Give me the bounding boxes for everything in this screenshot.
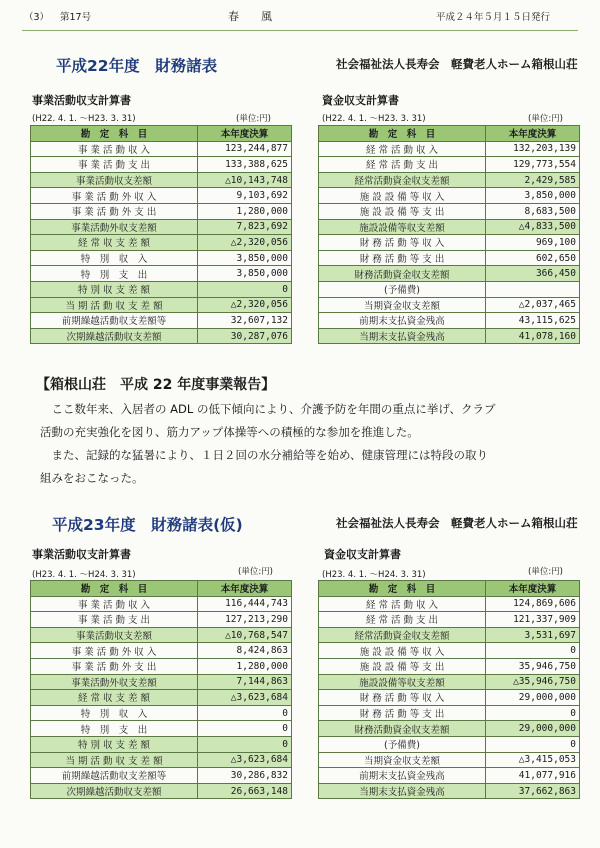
row-value: 43,115,625	[486, 313, 580, 329]
row-label: 前期繰越活動収支差額等	[31, 313, 198, 329]
table-row	[319, 250, 580, 266]
newsletter-title: 春 風	[228, 10, 272, 23]
table-row	[31, 596, 292, 612]
row-value: 37,662,863	[486, 783, 580, 799]
row-label: 事業活動外収支差額	[31, 219, 198, 235]
column-header-item: 勘 定 科 目	[319, 581, 486, 597]
fy23-cash-table	[318, 580, 580, 799]
row-value: 7,823,692	[198, 219, 292, 235]
row-label: 施設設備等収支差額	[319, 219, 486, 235]
table-header-row	[31, 126, 292, 142]
table-row	[319, 612, 580, 628]
fy23-cash-period: (H23. 4. 1. ～H24. 3. 31)	[322, 570, 426, 580]
fy22-cash-period: (H22. 4. 1. ～H23. 3. 31)	[322, 114, 426, 124]
row-label: 事業活動収支差額	[31, 627, 198, 643]
report-line: ここ数年来、入居者の ADL の低下傾向により、介護予防を年間の重点に挙げ、クラブ	[40, 402, 496, 416]
row-label: 事 業 活 動 外 収 入	[31, 643, 198, 659]
row-value: 0	[486, 643, 580, 659]
row-value: △10,143,748	[198, 172, 292, 188]
table-row	[319, 690, 580, 706]
row-value: 132,203,139	[486, 141, 580, 157]
table-row	[319, 297, 580, 313]
row-label: 施 設 設 備 等 収 入	[319, 643, 486, 659]
row-label: (予備費)	[319, 736, 486, 752]
fy23-income-unit: (単位:円)	[238, 567, 273, 577]
issue-number: 第17号	[60, 12, 92, 23]
table-row	[31, 172, 292, 188]
row-value: 127,213,290	[198, 612, 292, 628]
row-label: 特 別 収 支 差 額	[31, 281, 198, 297]
row-value: 0	[198, 281, 292, 297]
row-label: 事 業 活 動 支 出	[31, 612, 198, 628]
report-body	[40, 398, 495, 490]
row-value: 133,388,625	[198, 157, 292, 173]
table-row	[319, 705, 580, 721]
row-label: 財 務 活 動 等 収 入	[319, 690, 486, 706]
fy22-income-period: (H22. 4. 1. ～H23. 3. 31)	[32, 114, 136, 124]
row-value: 3,850,000	[486, 188, 580, 204]
table-row	[31, 705, 292, 721]
row-label: 当 期 活 動 収 支 差 額	[31, 297, 198, 313]
row-value: 2,429,585	[486, 172, 580, 188]
table-row	[31, 736, 292, 752]
fy22-income-title: 事業活動収支計算書	[32, 94, 131, 107]
fy23-org: 社会福祉法人長寿会 軽費老人ホーム箱根山荘	[336, 516, 578, 530]
table-row	[319, 752, 580, 768]
table-header-row	[319, 581, 580, 597]
row-label: 施設設備等収支差額	[319, 674, 486, 690]
table-header-row	[319, 126, 580, 142]
table-row	[31, 328, 292, 344]
row-label: 事 業 活 動 外 収 入	[31, 188, 198, 204]
report-line: 活動の充実強化を図り、筋力アップ体操等への積極的な参加を推進した。	[40, 425, 419, 439]
table-row	[31, 674, 292, 690]
row-value	[486, 281, 580, 297]
row-value: 35,946,750	[486, 658, 580, 674]
table-row	[319, 141, 580, 157]
row-label: 前期末支払資金残高	[319, 768, 486, 784]
header-divider	[22, 30, 578, 31]
fy22-org: 社会福祉法人長寿会 軽費老人ホーム箱根山荘	[336, 57, 578, 71]
row-label: 当期資金収支差額	[319, 752, 486, 768]
row-label: 当期資金収支差額	[319, 297, 486, 313]
table-row	[319, 328, 580, 344]
table-row	[319, 658, 580, 674]
row-value: 3,850,000	[198, 250, 292, 266]
column-header-item: 勘 定 科 目	[319, 126, 486, 142]
table-row	[31, 768, 292, 784]
table-row	[31, 266, 292, 282]
table-row	[319, 281, 580, 297]
fy22-income-unit: (単位:円)	[236, 114, 271, 124]
table-row	[31, 752, 292, 768]
report-line: 組みをおこなった。	[40, 471, 144, 485]
row-label: 経 常 活 動 支 出	[319, 157, 486, 173]
fy23-income-title: 事業活動収支計算書	[32, 548, 131, 561]
row-value: 0	[198, 736, 292, 752]
row-value: 7,144,863	[198, 674, 292, 690]
fy23-title: 平成23年度 財務諸表(仮)	[52, 516, 243, 534]
table-row	[319, 219, 580, 235]
table-row	[31, 658, 292, 674]
row-label: 特 別 収 入	[31, 705, 198, 721]
row-label: 事 業 活 動 外 支 出	[31, 203, 198, 219]
row-value: 8,424,863	[198, 643, 292, 659]
row-label: 当期末支払資金残高	[319, 783, 486, 799]
row-value: 0	[198, 705, 292, 721]
row-label: 事 業 活 動 外 支 出	[31, 658, 198, 674]
row-label: 当 期 活 動 収 支 差 額	[31, 752, 198, 768]
column-header-value: 本年度決算	[486, 581, 580, 597]
table-row	[31, 297, 292, 313]
row-label: 財 務 活 動 等 支 出	[319, 705, 486, 721]
fy22-cash-table	[318, 125, 580, 344]
row-value: 366,450	[486, 266, 580, 282]
row-label: 施 設 設 備 等 支 出	[319, 658, 486, 674]
row-label: 次期繰越活動収支差額	[31, 328, 198, 344]
table-row	[31, 188, 292, 204]
row-value: △35,946,750	[486, 674, 580, 690]
row-value: △2,320,056	[198, 297, 292, 313]
page-number: （3）	[24, 12, 50, 23]
column-header-value: 本年度決算	[198, 126, 292, 142]
row-label: 前期繰越活動収支差額等	[31, 768, 198, 784]
table-row	[319, 736, 580, 752]
row-value: 1,280,000	[198, 203, 292, 219]
fy23-cash-unit: (単位:円)	[528, 567, 563, 577]
row-label: 財 務 活 動 等 収 入	[319, 235, 486, 251]
row-label: 経 常 活 動 支 出	[319, 612, 486, 628]
table-row	[319, 643, 580, 659]
row-value: △3,623,684	[198, 690, 292, 706]
row-value: 0	[486, 736, 580, 752]
column-header-value: 本年度決算	[486, 126, 580, 142]
table-row	[31, 690, 292, 706]
table-row	[31, 783, 292, 799]
row-label: 施 設 設 備 等 収 入	[319, 188, 486, 204]
row-value: 9,103,692	[198, 188, 292, 204]
table-row	[31, 281, 292, 297]
column-header-item: 勘 定 科 目	[31, 126, 198, 142]
table-row	[319, 596, 580, 612]
row-value: 1,280,000	[198, 658, 292, 674]
row-value: △10,768,547	[198, 627, 292, 643]
row-label: 財 務 活 動 等 支 出	[319, 250, 486, 266]
row-label: 特 別 収 支 差 額	[31, 736, 198, 752]
publish-date: 平成２４年５月１５日発行	[436, 12, 551, 23]
row-label: 事業活動外収支差額	[31, 674, 198, 690]
fy22-cash-unit: (単位:円)	[528, 114, 563, 124]
row-value: 29,000,000	[486, 721, 580, 737]
row-value: 116,444,743	[198, 596, 292, 612]
row-value: △3,623,684	[198, 752, 292, 768]
table-row	[319, 627, 580, 643]
row-value: 41,078,160	[486, 328, 580, 344]
row-value: 8,683,500	[486, 203, 580, 219]
row-value: 3,850,000	[198, 266, 292, 282]
column-header-value: 本年度決算	[198, 581, 292, 597]
row-value: 0	[486, 705, 580, 721]
table-row	[31, 721, 292, 737]
table-row	[319, 188, 580, 204]
table-row	[319, 674, 580, 690]
row-label: 経 常 活 動 収 入	[319, 596, 486, 612]
page-header	[0, 0, 600, 30]
row-value: 30,286,832	[198, 768, 292, 784]
table-row	[319, 172, 580, 188]
row-label: 特 別 支 出	[31, 721, 198, 737]
report-line: また、記録的な猛暑により、１日２回の水分補給等を始め、健康管理には特段の取り	[40, 448, 489, 462]
row-value: △2,037,465	[486, 297, 580, 313]
row-value: 124,869,606	[486, 596, 580, 612]
row-label: 特 別 支 出	[31, 266, 198, 282]
row-label: 事業活動収支差額	[31, 172, 198, 188]
table-row	[31, 643, 292, 659]
fy22-income-table	[30, 125, 292, 344]
table-row	[319, 721, 580, 737]
table-row	[319, 768, 580, 784]
fy22-title: 平成22年度 財務諸表	[56, 57, 218, 75]
row-value: 0	[198, 721, 292, 737]
row-label: 経 常 収 支 差 額	[31, 235, 198, 251]
row-label: 施 設 設 備 等 支 出	[319, 203, 486, 219]
fy23-income-table	[30, 580, 292, 799]
table-header-row	[31, 581, 292, 597]
table-row	[319, 235, 580, 251]
row-value: 123,244,877	[198, 141, 292, 157]
row-label: 経常活動資金収支差額	[319, 172, 486, 188]
row-value: 969,100	[486, 235, 580, 251]
table-row	[31, 612, 292, 628]
row-value: △4,833,500	[486, 219, 580, 235]
row-value: 121,337,909	[486, 612, 580, 628]
row-label: 経常活動資金収支差額	[319, 627, 486, 643]
table-row	[31, 157, 292, 173]
table-row	[319, 266, 580, 282]
row-label: 経 常 活 動 収 入	[319, 141, 486, 157]
row-label: 次期繰越活動収支差額	[31, 783, 198, 799]
row-value: 129,773,554	[486, 157, 580, 173]
row-value: 32,607,132	[198, 313, 292, 329]
fy23-cash-title: 資金収支計算書	[324, 548, 401, 561]
table-row	[31, 250, 292, 266]
table-row	[31, 627, 292, 643]
row-value: 29,000,000	[486, 690, 580, 706]
table-row	[31, 313, 292, 329]
report-heading: 【箱根山荘 平成 22 年度事業報告】	[36, 377, 276, 393]
row-label: 事 業 活 動 収 入	[31, 596, 198, 612]
table-row	[319, 783, 580, 799]
row-value: 3,531,697	[486, 627, 580, 643]
row-label: 経 常 収 支 差 額	[31, 690, 198, 706]
fy23-income-period: (H23. 4. 1. ～H24. 3. 31)	[32, 570, 136, 580]
table-row	[31, 141, 292, 157]
column-header-item: 勘 定 科 目	[31, 581, 198, 597]
row-label: 特 別 収 入	[31, 250, 198, 266]
table-row	[31, 219, 292, 235]
fy22-cash-title: 資金収支計算書	[322, 94, 399, 107]
row-value: 602,650	[486, 250, 580, 266]
row-label: 事 業 活 動 支 出	[31, 157, 198, 173]
row-value: 26,663,148	[198, 783, 292, 799]
row-value: 41,077,916	[486, 768, 580, 784]
row-label: 前期末支払資金残高	[319, 313, 486, 329]
table-row	[31, 203, 292, 219]
row-label: 当期末支払資金残高	[319, 328, 486, 344]
row-value: △2,320,056	[198, 235, 292, 251]
row-label: 財務活動資金収支差額	[319, 721, 486, 737]
row-label: 事 業 活 動 収 入	[31, 141, 198, 157]
table-row	[319, 203, 580, 219]
table-row	[319, 313, 580, 329]
row-label: 財務活動資金収支差額	[319, 266, 486, 282]
table-row	[31, 235, 292, 251]
table-row	[319, 157, 580, 173]
row-label: (予備費)	[319, 281, 486, 297]
row-value: 30,287,076	[198, 328, 292, 344]
row-value: △3,415,053	[486, 752, 580, 768]
